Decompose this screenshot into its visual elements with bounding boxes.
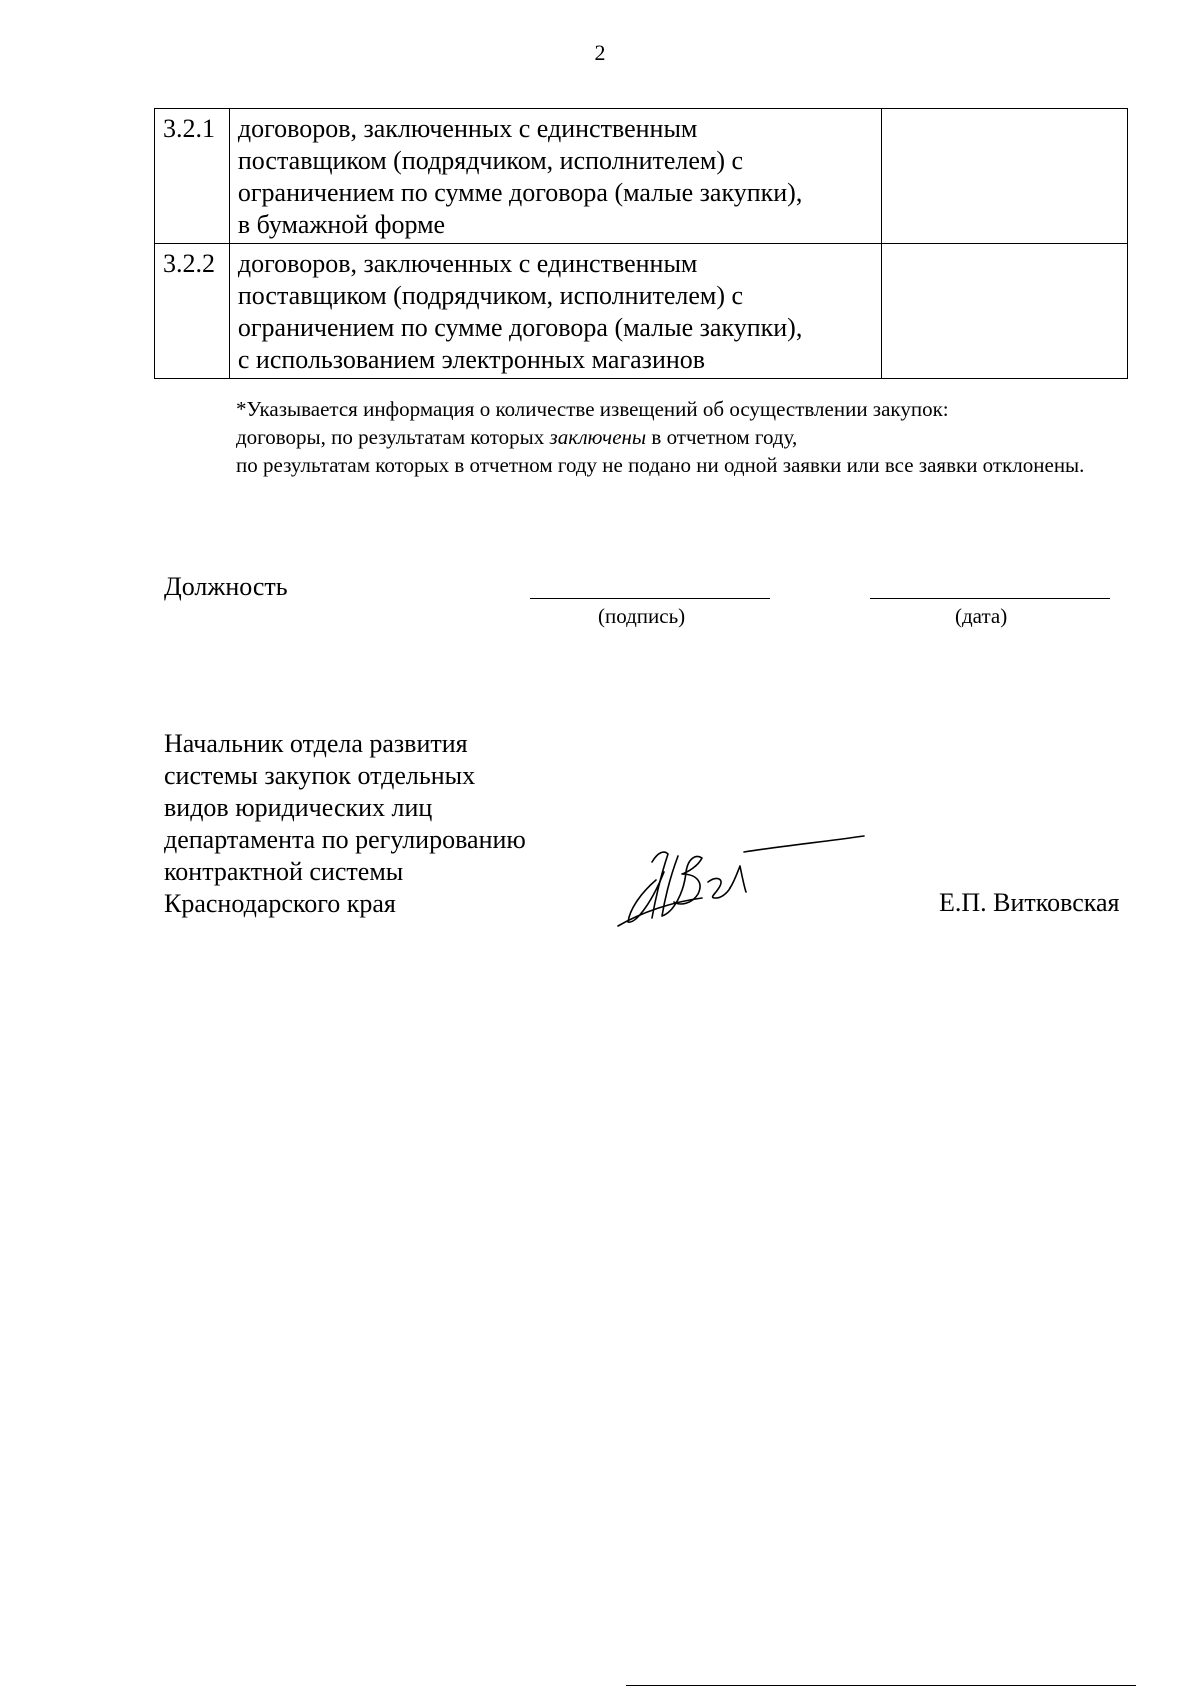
row-description-line: договоров, заключенных с единственным [237, 114, 698, 143]
date-caption: (дата) [955, 604, 1008, 628]
handwritten-signature [612, 832, 872, 932]
report-table [154, 108, 1128, 379]
row-description-line: ограничением по сумме договора (малые закупки), [237, 178, 803, 207]
official-title-line: департамента по регулированию [164, 825, 526, 854]
footnote-line: по результатам которых в отчетном году не подано ни одной заявки или все заявки отклонены. [236, 453, 1085, 477]
row-description-line: с использованием электронных магазинов [237, 345, 706, 374]
position-label: Должность [164, 572, 288, 601]
row-description-line: ограничением по сумме договора (малые закупки), [237, 313, 803, 342]
row-description [229, 244, 881, 379]
row-number: 3.2.2 [155, 244, 230, 379]
official-title-line: Начальник отдела развития [164, 729, 468, 758]
official-name: Е.П. Витковская [939, 888, 1120, 917]
page-number: 2 [594, 40, 606, 65]
row-description-line: в бумажной форме [237, 210, 446, 239]
row-value-cell [881, 244, 1127, 379]
footnote-text: договоры, по результатам которых [236, 425, 550, 449]
row-description-line: поставщиком (подрядчиком, исполнителем) с [237, 146, 744, 175]
date-line [870, 598, 1110, 599]
footnote [154, 395, 1140, 479]
table-row [155, 109, 1128, 244]
footnote-emphasis: заключены [549, 425, 647, 449]
signature-caption: (подпись) [598, 604, 686, 628]
footnote-text: в отчетном году, [646, 425, 798, 449]
row-description-line: договоров, заключенных с единственным [237, 249, 698, 278]
footnote-line [154, 423, 1140, 451]
row-description-line: поставщиком (подрядчиком, исполнителем) с [237, 281, 744, 310]
row-number: 3.2.1 [155, 109, 230, 244]
footer-rule [626, 1685, 1136, 1686]
official-title-line: контрактной системы [164, 857, 404, 886]
official-title [164, 728, 526, 920]
row-description [229, 109, 881, 244]
official-title-line: системы закупок отдельных [164, 761, 476, 790]
official-title-line: видов юридических лиц [164, 793, 433, 822]
footnote-line: *Указывается информация о количестве извещений об осуществлении закупок: [236, 397, 949, 421]
signature-line [530, 598, 770, 599]
table-row [155, 244, 1128, 379]
official-title-line: Краснодарского края [164, 889, 396, 918]
row-value-cell [881, 109, 1127, 244]
